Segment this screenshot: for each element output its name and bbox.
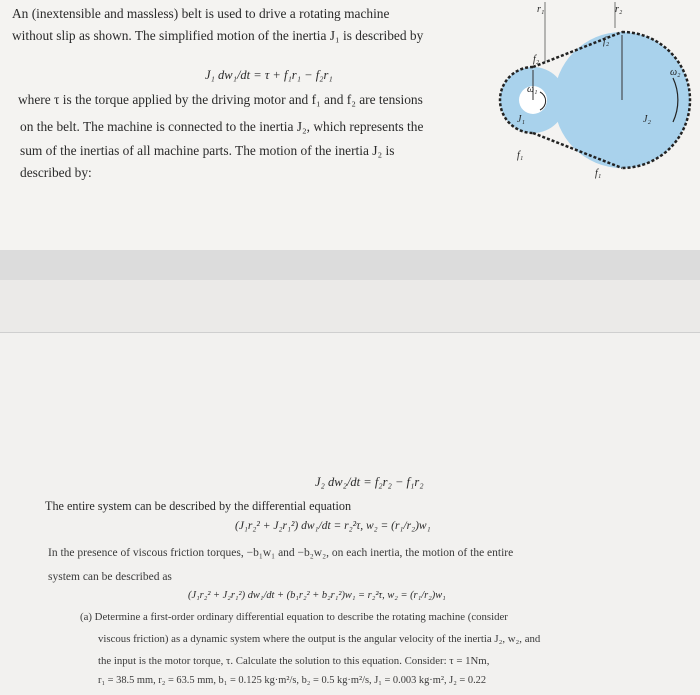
middle-panel: [0, 280, 700, 332]
f1-small-label: f₁: [517, 150, 524, 161]
equation-friction: (J₁r₂² + J₂r₁²) dw₁/dt + (b₁r₂² + b₂r₁²)w₁ = r₂²τ, w₂ = (r₁/r₂)w₁: [188, 590, 446, 601]
w1-label: ω₁: [527, 84, 538, 95]
question-a-line-1: (a) Determine a first-order ordinary differential equation to describe the rotating machine (consider: [80, 611, 508, 623]
question-a-line-2: viscous friction) as a dynamic system where the output is the angular velocity of the inertia J₂, w₂, and: [98, 633, 541, 645]
j1-label: J₁: [517, 114, 525, 125]
w2-label: ω₂: [670, 67, 681, 78]
text-line-1: An (inextensible and massless) belt is used to drive a rotating machine: [12, 6, 390, 21]
r2-label: r₂: [615, 4, 623, 15]
f2-small-label: f₂: [533, 54, 540, 65]
text-line-2: without slip as shown. The simplified motion of the inertia J₁ is described by: [12, 28, 424, 43]
question-a-line-3: the input is the motor torque, τ. Calculate the solution to this equation. Consider: τ = 1Nm,: [98, 655, 490, 667]
text-line-5: sum of the inertias of all machine parts. The motion of the inertia J₂ is: [20, 143, 395, 158]
f2-large-label: f₂: [603, 36, 610, 47]
belt-drive-diagram: [495, 0, 700, 185]
gray-band: [0, 250, 700, 280]
text-line-6: described by:: [20, 165, 92, 180]
text-viscous-2: system can be described as: [48, 571, 172, 583]
equation-j2: J₂ dw₂/dt = f₂r₂ − f₁r₂: [315, 475, 424, 489]
question-a-line-4: r₁ = 38.5 mm, r₂ = 63.5 mm, b₁ = 0.125 kg·m²/s, b₂ = 0.5 kg·m²/s, J₁ = 0.003 kg·m², J₂ = 0.22: [98, 675, 487, 686]
equation-combined: (J₁r₂² + J₂r₁²) dw₁/dt = r₂²τ, w₂ = (r₁/r₂)w₁: [235, 520, 431, 532]
r1-label: r₁: [537, 4, 545, 15]
equation-j1: J₁ dw₁/dt = τ + f₁r₁ − f₂r₁: [205, 68, 333, 82]
text-entire-system: The entire system can be described by the differential equation: [45, 499, 352, 513]
j2-label: J₂: [643, 114, 651, 125]
text-line-3: where τ is the torque applied by the driving motor and f₁ and f₂ are tensions: [18, 92, 423, 107]
text-viscous-1: In the presence of viscous friction torques, −b₁w₁ and −b₂w₂, on each inertia, the motion of the entire: [48, 547, 514, 559]
f1-large-label: f₁: [595, 168, 602, 179]
text-line-4: on the belt. The machine is connected to the inertia J₂, which represents the: [20, 119, 424, 134]
